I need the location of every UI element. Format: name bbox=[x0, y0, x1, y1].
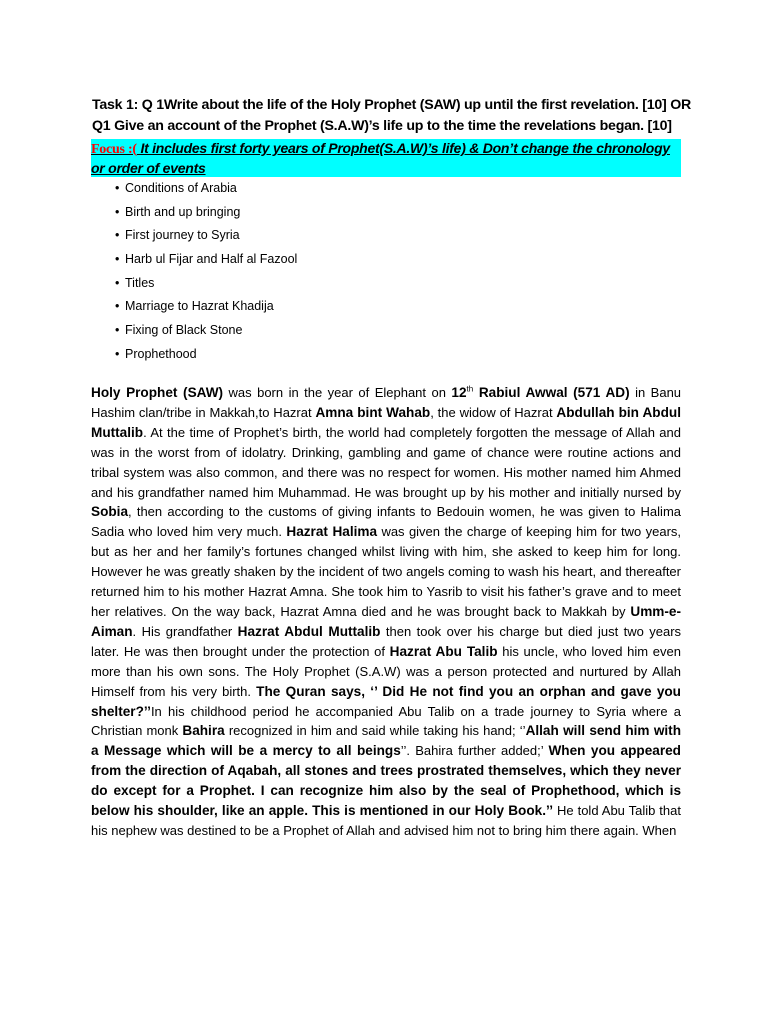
focus-label: Focus :( bbox=[91, 142, 137, 157]
bullet-icon: • bbox=[115, 299, 120, 314]
list-item: • Titles bbox=[115, 273, 297, 297]
task-line-2: Q1 Give an account of the Prophet (S.A.W)’s life up to the time the revelations began. [10] bbox=[92, 118, 672, 134]
bullet-icon: • bbox=[115, 323, 120, 338]
focus-highlight bbox=[91, 139, 681, 177]
body-paragraph: Holy Prophet (SAW) was born in the year of Elephant on 12th Rabiul Awwal (571 AD) in Banu Hashim clan/tribe in Makkah,to Hazrat Amna bint Wahab, the widow of Hazrat Abdullah bin Abdul Muttalib. At the time of Prophet’s birth, the world had completely forgotten the message of Allah and was in the worst from of idolatry. Drinking, gambling and game of chance were routine actions and tribal system was also common, and there was no respect for women. His mother named him Ahmed and his grandfather named him Muhammad. He was brought up by his mother and initially nursed by Sobia, then according to the customs of giving infants to Bedouin women, he was given to Halima Sadia who loved him very much. Hazrat Halima was given the charge of keeping him for two years, but as her and her family’s fortunes changed whilst living with him, she asked to keep him for long. However he was greatly shaken by the incident of two angels coming to wash his heart, and thereafter returned him to his mother Hazrat Amna. She took him to Yasrib to visit his father’s grave and to meet her relatives. On the way back, Hazrat Amna died and he was brought back to Makkah by Umm-e-Aiman. His grandfather Hazrat Abdul Muttalib then took over his charge but died just two years later. He was then brought under the protection of Hazrat Abu Talib his uncle, who loved him even more than his own sons. The Holy Prophet (S.A.W) was a person protected and nurtured by Allah Himself from his very birth. The Quran says, ‘’ Did He not find you an orphan and gave you shelter?’’In his childhood period he accompanied Abu Talib on a trade journey to Syria where a Christian monk Bahira recognized in him and said while taking his hand; ‘’Allah will send him with a Message which will be a mercy to all beings’’. Bahira further added;’ When you appeared from the direction of Aqabah, all stones and trees prostrated themselves, which they never do except for a Prophet. I can recognize him also by the seal of Prophethood, which is below his shoulder, like an apple. This is mentioned in our Holy Book.’’ He told Abu Talib that his nephew was destined to be a Prophet of Allah and advised him not to bring him there again. When bbox=[91, 384, 682, 838]
bullet-icon: • bbox=[115, 228, 120, 243]
focus-text: It includes first forty years of Prophet(S.A.W)’s life) & Don’t change the chronology or order of events bbox=[91, 140, 670, 176]
bullet-icon: • bbox=[115, 346, 120, 361]
list-item: • Birth and up bringing bbox=[115, 202, 297, 226]
list-item: • Fixing of Black Stone bbox=[115, 320, 297, 344]
bullet-icon: • bbox=[115, 181, 120, 195]
list-item: • Conditions of Arabia bbox=[115, 178, 297, 202]
task-line-1: Task 1: Q 1Write about the life of the Holy Prophet (SAW) up until the first revelation. [10] OR bbox=[92, 97, 691, 113]
list-item: • Harb ul Fijar and Half al Fazool bbox=[115, 249, 297, 273]
list-item: • First journey to Syria bbox=[115, 225, 297, 249]
bullet-icon: • bbox=[115, 252, 120, 267]
bullet-icon: • bbox=[115, 204, 120, 219]
task-question bbox=[92, 95, 692, 137]
list-item: • Marriage to Hazrat Khadija bbox=[115, 296, 297, 320]
topic-list bbox=[115, 178, 297, 368]
list-item: • Prophethood bbox=[115, 344, 297, 368]
bullet-icon: • bbox=[115, 275, 120, 290]
